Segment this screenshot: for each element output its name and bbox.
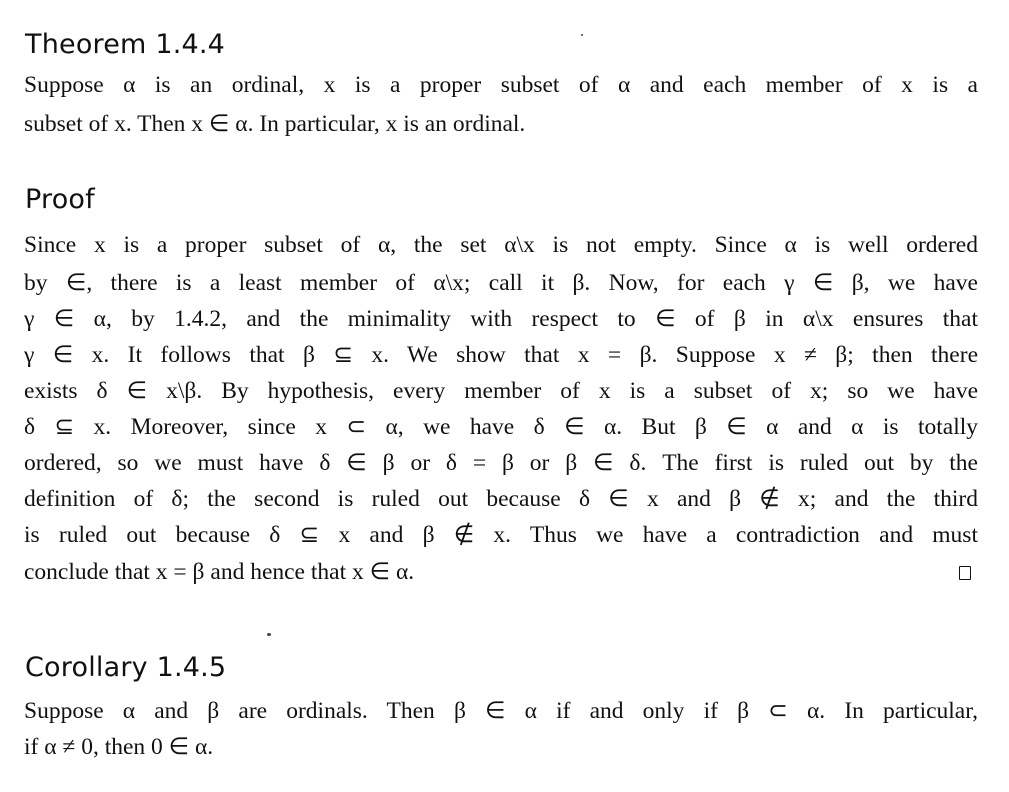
proof-line-7: ordered, so we must have δ ∈ β or δ = β or β ∈ δ. The first is ruled out by the [24, 450, 978, 476]
theorem-heading: Theorem 1.4.4 [25, 29, 226, 60]
proof-line-3: γ ∈ α, by 1.4.2, and the minimality with respect to ∈ of β in α\x ensures that [24, 306, 978, 332]
proof-line-9: is ruled out because δ ⊆ x and β ∉ x. Thus we have a contradiction and must [24, 522, 978, 548]
proof-line-8: definition of δ; the second is ruled out because δ ∈ x and β ∉ x; and the third [24, 486, 978, 512]
corollary-line-1: Suppose α and β are ordinals. Then β ∈ α if and only if β ⊂ α. In particular, [24, 698, 978, 724]
corollary-heading: Corollary 1.4.5 [25, 652, 227, 683]
proof-line-2: by ∈, there is a least member of α\x; call it β. Now, for each γ ∈ β, we have [24, 270, 978, 296]
theorem-line-2: subset of x. Then x ∈ α. In particular, x is an ordinal. [24, 111, 526, 137]
scan-speck [581, 34, 583, 36]
qed-square-icon [959, 566, 971, 580]
scan-speck [267, 633, 271, 636]
proof-line-1: Since x is a proper subset of α, the set α\x is not empty. Since α is well ordered [24, 232, 978, 258]
proof-line-6: δ ⊆ x. Moreover, since x ⊂ α, we have δ ∈ α. But β ∈ α and α is totally [24, 414, 978, 440]
corollary-line-2: if α ≠ 0, then 0 ∈ α. [24, 734, 214, 760]
proof-line-10: conclude that x = β and hence that x ∈ α. [24, 559, 415, 585]
proof-heading: Proof [25, 184, 95, 215]
proof-line-4: γ ∈ x. It follows that β ⊆ x. We show that x = β. Suppose x ≠ β; then there [24, 342, 978, 368]
theorem-line-1: Suppose α is an ordinal, x is a proper subset of α and each member of x is a [24, 72, 978, 98]
proof-line-5: exists δ ∈ x\β. By hypothesis, every member of x is a subset of x; so we have [24, 378, 978, 404]
